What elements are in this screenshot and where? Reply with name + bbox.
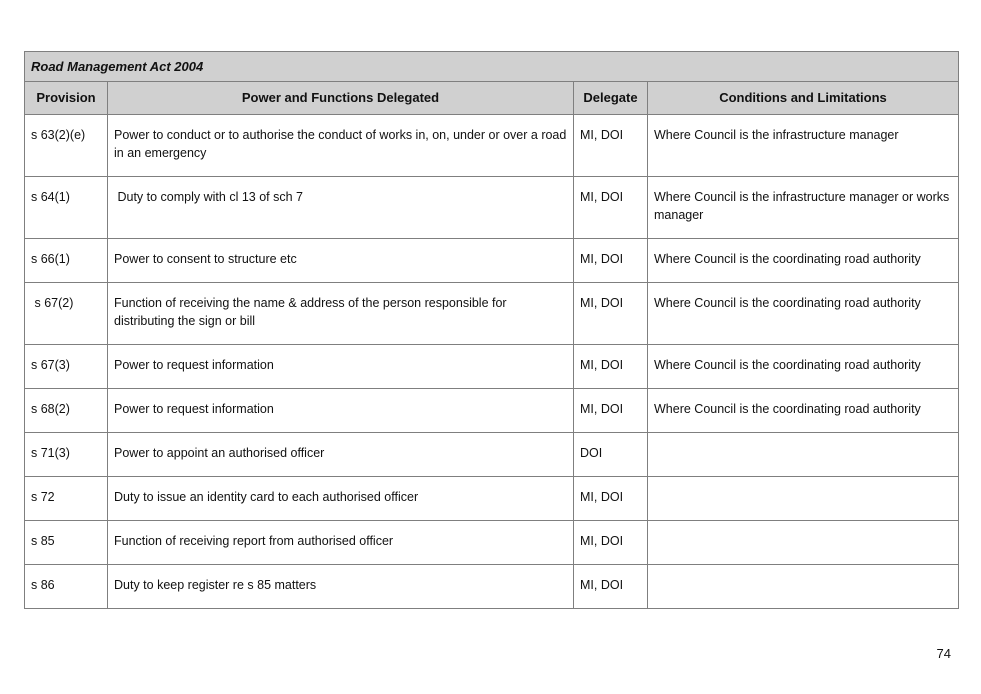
cell-delegate: MI, DOI bbox=[574, 565, 648, 609]
cell-provision: s 67(2) bbox=[25, 283, 108, 345]
table-row bbox=[25, 389, 959, 433]
table-row bbox=[25, 239, 959, 283]
cell-provision: s 63(2)(e) bbox=[25, 115, 108, 177]
cell-power: Power to appoint an authorised officer bbox=[108, 433, 574, 477]
cell-power: Duty to comply with cl 13 of sch 7 bbox=[108, 177, 574, 239]
cell-power: Power to request information bbox=[108, 345, 574, 389]
header-provision: Provision bbox=[25, 82, 108, 115]
cell-conditions bbox=[648, 433, 959, 477]
page-number: 74 bbox=[936, 646, 951, 661]
cell-provision: s 66(1) bbox=[25, 239, 108, 283]
cell-power: Duty to issue an identity card to each authorised officer bbox=[108, 477, 574, 521]
cell-delegate: MI, DOI bbox=[574, 521, 648, 565]
cell-delegate: MI, DOI bbox=[574, 177, 648, 239]
cell-delegate: MI, DOI bbox=[574, 389, 648, 433]
cell-delegate: MI, DOI bbox=[574, 115, 648, 177]
cell-power: Power to consent to structure etc bbox=[108, 239, 574, 283]
table-title: Road Management Act 2004 bbox=[25, 52, 959, 82]
cell-delegate: MI, DOI bbox=[574, 477, 648, 521]
cell-conditions bbox=[648, 565, 959, 609]
table-header-row bbox=[25, 82, 959, 115]
cell-power: Power to request information bbox=[108, 389, 574, 433]
cell-provision: s 64(1) bbox=[25, 177, 108, 239]
header-power: Power and Functions Delegated bbox=[108, 82, 574, 115]
cell-conditions: Where Council is the coordinating road authority bbox=[648, 389, 959, 433]
cell-power: Function of receiving the name & address of the person responsible for distributing the sign or bill bbox=[108, 283, 574, 345]
cell-conditions bbox=[648, 477, 959, 521]
table-row bbox=[25, 283, 959, 345]
cell-delegate: MI, DOI bbox=[574, 239, 648, 283]
cell-provision: s 85 bbox=[25, 521, 108, 565]
cell-conditions bbox=[648, 521, 959, 565]
cell-conditions: Where Council is the infrastructure manager bbox=[648, 115, 959, 177]
cell-provision: s 67(3) bbox=[25, 345, 108, 389]
cell-conditions: Where Council is the infrastructure manager or works manager bbox=[648, 177, 959, 239]
cell-delegate: DOI bbox=[574, 433, 648, 477]
cell-power: Power to conduct or to authorise the conduct of works in, on, under or over a road in an emergency bbox=[108, 115, 574, 177]
cell-power: Duty to keep register re s 85 matters bbox=[108, 565, 574, 609]
table-title-row bbox=[25, 52, 959, 82]
cell-provision: s 72 bbox=[25, 477, 108, 521]
cell-provision: s 68(2) bbox=[25, 389, 108, 433]
delegation-table bbox=[24, 51, 959, 609]
cell-conditions: Where Council is the coordinating road authority bbox=[648, 345, 959, 389]
table-row bbox=[25, 115, 959, 177]
cell-conditions: Where Council is the coordinating road authority bbox=[648, 239, 959, 283]
header-conditions: Conditions and Limitations bbox=[648, 82, 959, 115]
cell-provision: s 86 bbox=[25, 565, 108, 609]
cell-conditions: Where Council is the coordinating road authority bbox=[648, 283, 959, 345]
table-row bbox=[25, 345, 959, 389]
cell-delegate: MI, DOI bbox=[574, 283, 648, 345]
table-row bbox=[25, 477, 959, 521]
table-row bbox=[25, 177, 959, 239]
table-row bbox=[25, 433, 959, 477]
table-row bbox=[25, 521, 959, 565]
header-delegate: Delegate bbox=[574, 82, 648, 115]
cell-delegate: MI, DOI bbox=[574, 345, 648, 389]
cell-provision: s 71(3) bbox=[25, 433, 108, 477]
table-row bbox=[25, 565, 959, 609]
cell-power: Function of receiving report from authorised officer bbox=[108, 521, 574, 565]
